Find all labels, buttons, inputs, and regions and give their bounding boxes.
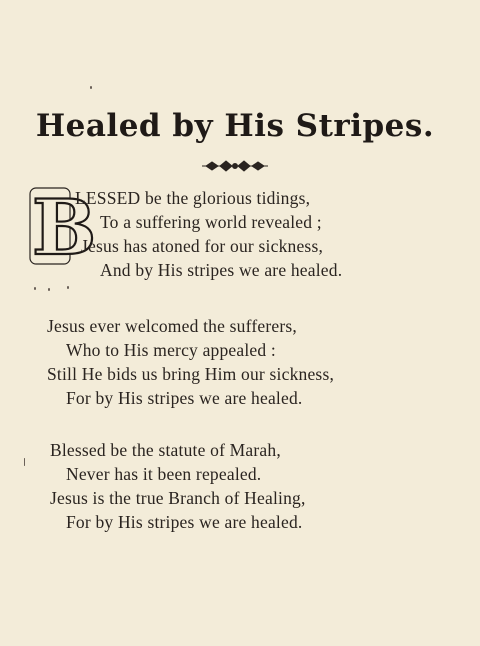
stanza-3-line-4: For by His stripes we are healed. xyxy=(66,512,303,532)
stanza-1-line-2: To a suffering world revealed ; xyxy=(100,212,322,232)
stanza-3-line-3: Jesus is the true Branch of Healing, xyxy=(50,488,306,508)
stanza-3-line-1: Blessed be the statute of Marah, xyxy=(50,440,281,460)
print-speck xyxy=(34,287,36,290)
stanza-1-line-4: And by His stripes we are healed. xyxy=(100,260,343,280)
stanza-1-line-1: LESSED be the glorious tidings, xyxy=(75,188,311,208)
stanza-1-line-3: Jesus has atoned for our sickness, xyxy=(81,236,324,256)
stanza-2-line-2: Who to His mercy appealed : xyxy=(66,340,276,360)
poem-title: Healed by His Stripes. xyxy=(35,108,435,144)
dropcap-letter: B xyxy=(32,183,97,272)
print-speck xyxy=(24,458,25,466)
ornate-initial-icon xyxy=(28,183,97,272)
print-speck xyxy=(48,288,50,291)
stanza-2-line-1: Jesus ever welcomed the sufferers, xyxy=(47,316,297,336)
decorative-divider-icon xyxy=(0,159,470,173)
stanza-2-line-3: Still He bids us bring Him our sickness, xyxy=(47,364,335,384)
stanza-3-line-2: Never has it been repealed. xyxy=(66,464,262,484)
print-speck xyxy=(67,286,69,289)
print-speck xyxy=(90,86,92,89)
stanza-2-line-4: For by His stripes we are healed. xyxy=(66,388,303,408)
